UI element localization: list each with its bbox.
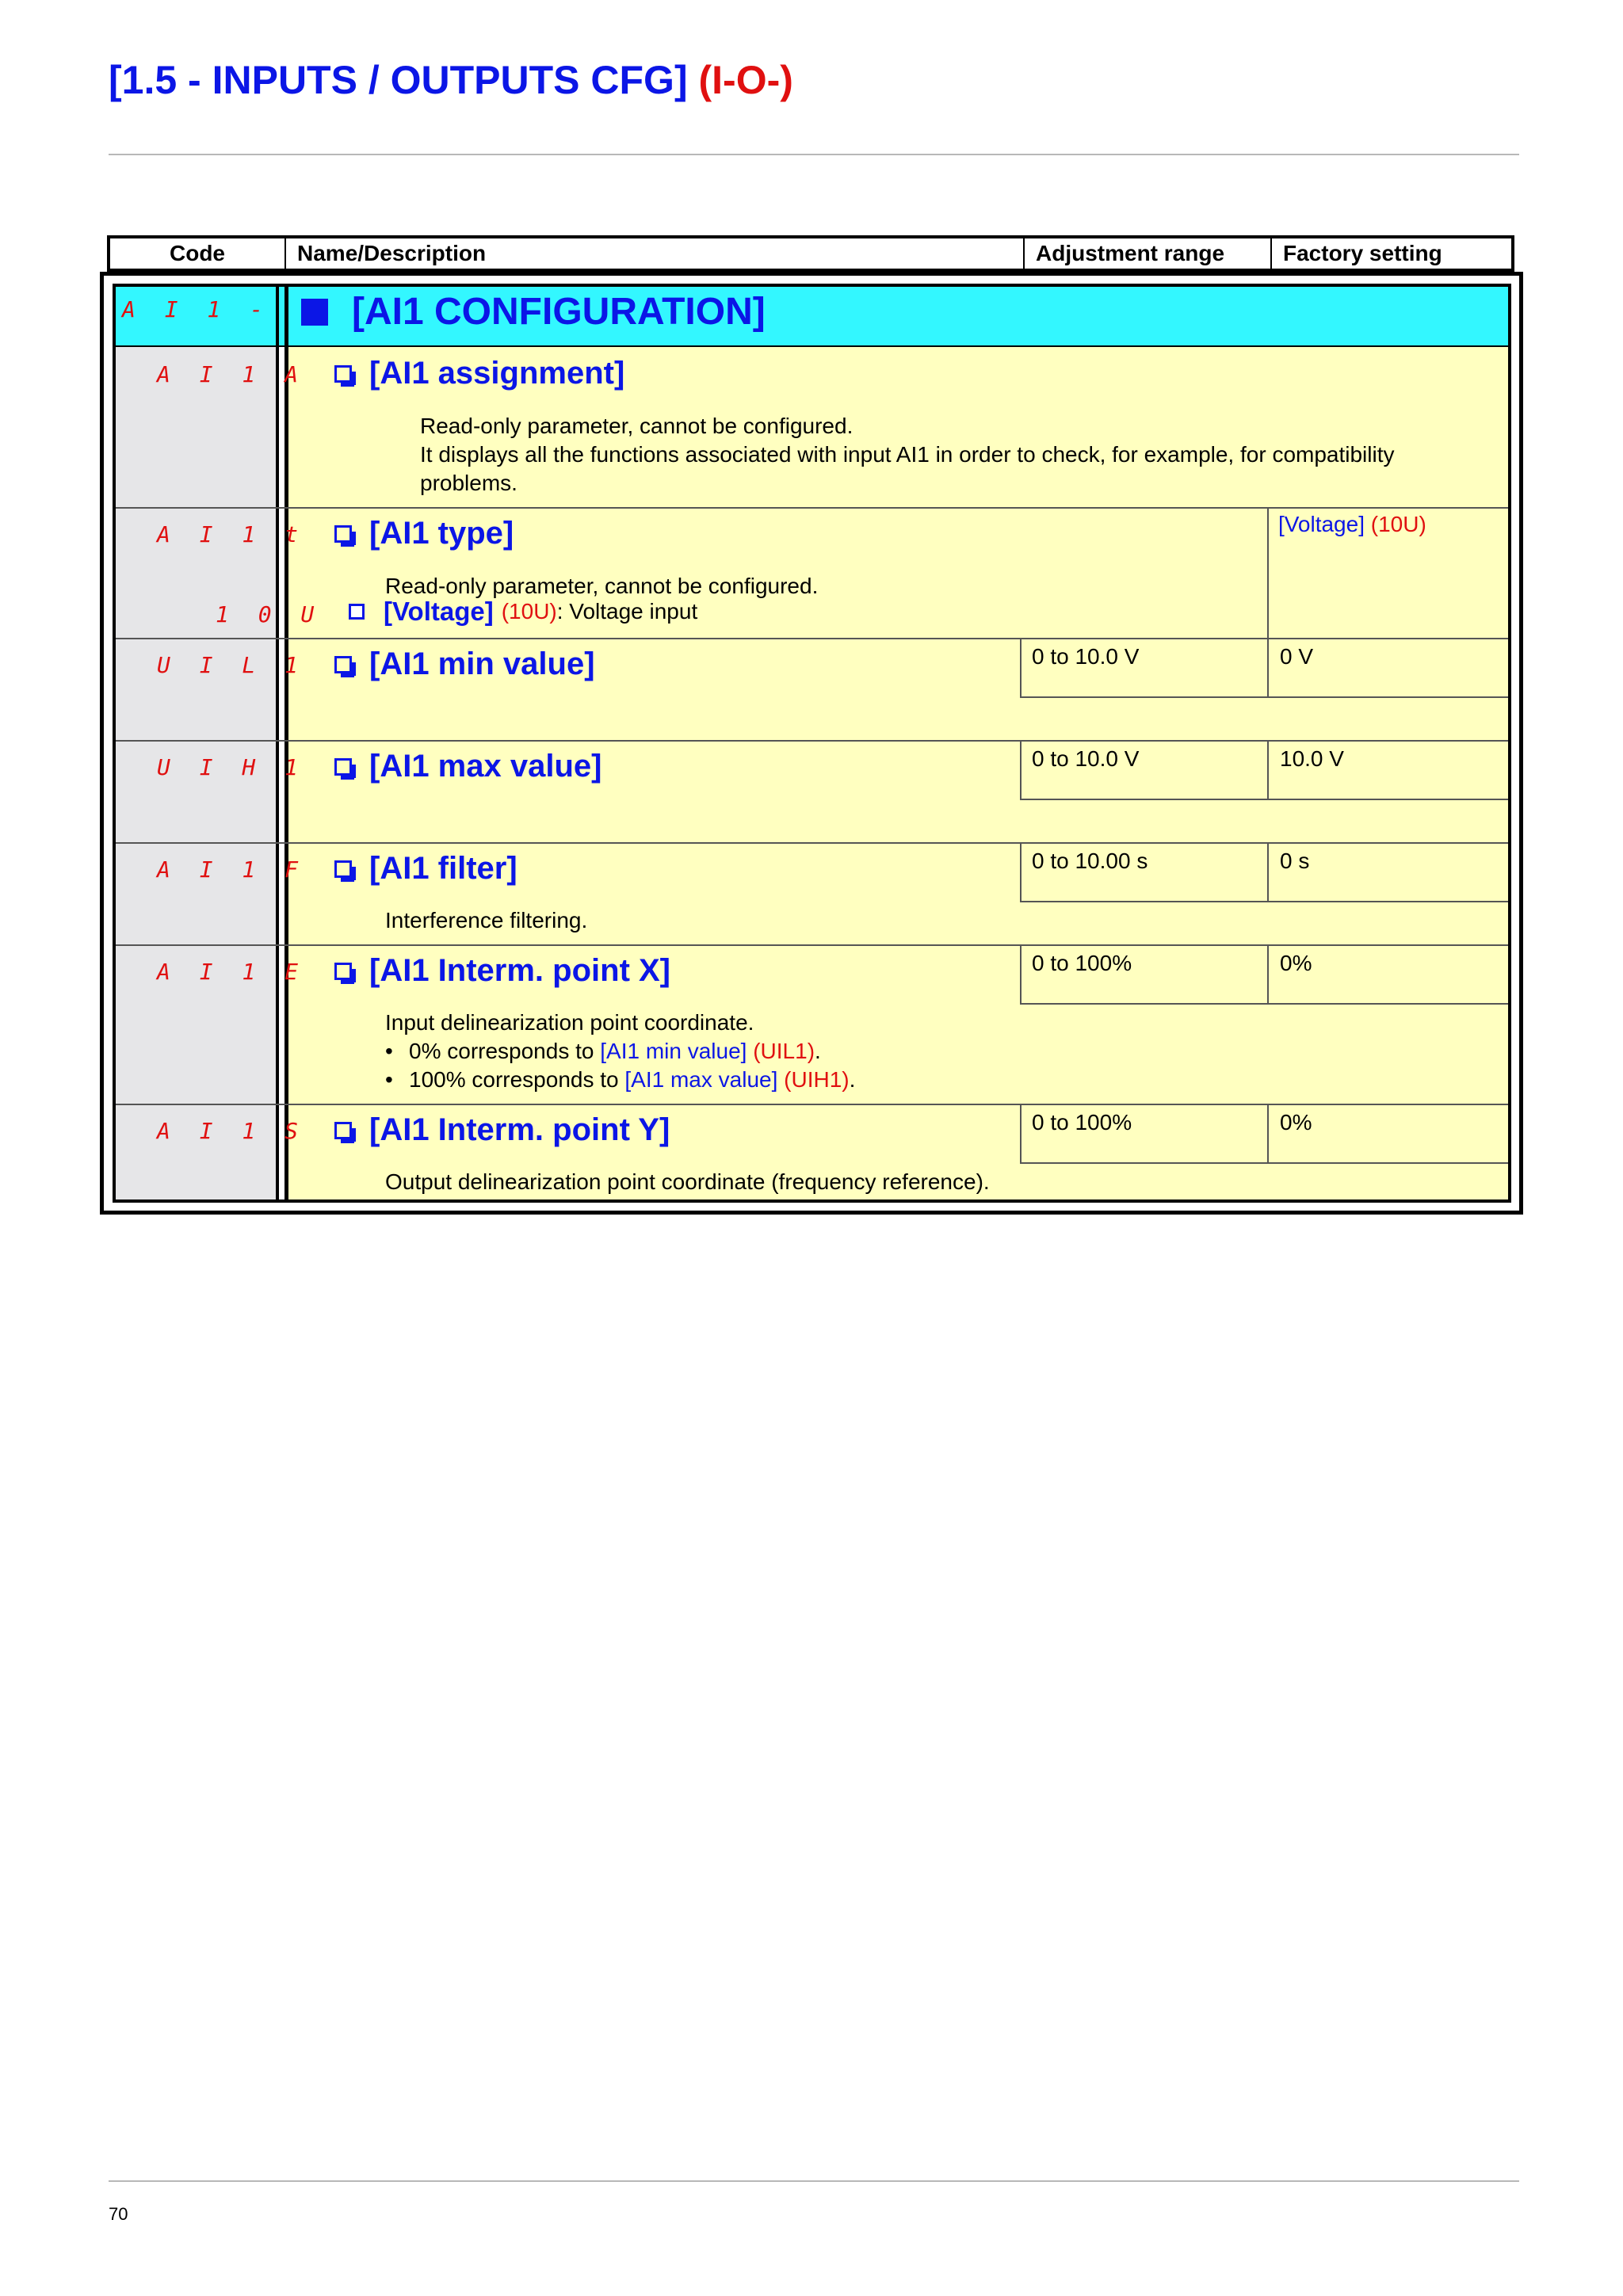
param-link: [AI1 max value] — [624, 1067, 778, 1092]
option-code-voltage: 1 0 U — [216, 601, 323, 627]
desc-line: Input delinearization point coordinate. — [385, 1010, 754, 1035]
shadow-box-icon — [334, 1122, 352, 1139]
adjustment-range: 0 to 100% — [1022, 946, 1269, 1003]
param-code-assignment: A I 1 A — [157, 361, 307, 387]
factory-setting-type — [1278, 512, 1426, 537]
shadow-box-icon — [334, 963, 352, 980]
param-title-text: [AI1 Interm. point Y] — [369, 1112, 670, 1147]
section-title-text: [AI1 CONFIGURATION] — [352, 291, 766, 333]
factory-label: [Voltage] — [1278, 512, 1365, 536]
page-title — [109, 57, 793, 103]
section-title — [301, 290, 766, 334]
param-title-text: [AI1 assignment] — [369, 356, 625, 391]
bullet-text: 0% corresponds to — [409, 1039, 601, 1063]
table-header — [107, 235, 1514, 272]
param-desc-assignment — [420, 412, 1395, 498]
shadow-box-icon — [334, 656, 352, 673]
bottom-rule — [109, 2180, 1519, 2182]
shadow-box-icon — [334, 758, 352, 776]
factory-setting: 0 V — [1280, 644, 1314, 669]
range-box-interm-y — [1020, 1104, 1508, 1164]
param-code-filter: A I 1 F — [157, 856, 307, 883]
param-title-interm-y — [334, 1112, 670, 1148]
factory-code: (10U) — [1370, 512, 1426, 536]
param-desc-interm-x — [385, 1009, 855, 1094]
punctuation: . — [815, 1039, 821, 1063]
param-title-text: [AI1 min value] — [369, 646, 595, 681]
punctuation: . — [849, 1067, 856, 1092]
bullet-item — [385, 1066, 855, 1094]
section-code: A I 1 - — [122, 296, 272, 322]
desc-line: problems. — [420, 471, 517, 495]
shadow-box-icon — [334, 860, 352, 878]
range-box-interm-x — [1020, 944, 1508, 1005]
option-text: : Voltage input — [556, 599, 698, 624]
param-code-ref: (UIH1) — [784, 1067, 850, 1092]
param-desc-type: Read-only parameter, cannot be configured. — [385, 574, 819, 598]
factory-setting: 0% — [1280, 951, 1312, 975]
adjustment-range: 0 to 100% — [1022, 1105, 1269, 1162]
factory-setting: 0 s — [1280, 849, 1310, 873]
param-desc-interm-y: Output delinearization point coordinate (frequency reference). — [385, 1169, 990, 1194]
range-box-min — [1020, 638, 1508, 698]
param-title-filter — [334, 851, 517, 887]
adjustment-range: 0 to 10.00 s — [1022, 844, 1269, 901]
option-label: [Voltage] — [384, 597, 494, 626]
param-code-ref: (UIL1) — [753, 1039, 815, 1063]
param-title-type — [334, 516, 514, 551]
factory-setting: 0% — [1280, 1110, 1312, 1135]
param-title-text: [AI1 max value] — [369, 749, 602, 784]
adjustment-range: 0 to 10.0 V — [1022, 742, 1269, 799]
param-title-min — [334, 646, 595, 682]
option-code: (10U) — [501, 599, 557, 624]
option-box-icon — [349, 604, 365, 620]
header-name: Name/Description — [286, 238, 1025, 269]
range-box-filter — [1020, 842, 1508, 902]
param-code-min: U I L 1 — [157, 652, 307, 678]
adjustment-range: 0 to 10.0 V — [1022, 639, 1269, 696]
page-title-code: (I-O-) — [698, 58, 793, 102]
desc-line: Read-only parameter, cannot be configured. — [420, 414, 854, 438]
filled-square-icon — [301, 299, 328, 326]
param-title-text: [AI1 Interm. point X] — [369, 953, 670, 988]
page-number: 70 — [109, 2204, 128, 2224]
param-code-max: U I H 1 — [157, 754, 307, 780]
param-code-type: A I 1 t — [157, 521, 307, 547]
page-title-main: [1.5 - INPUTS / OUTPUTS CFG] — [109, 58, 688, 102]
param-title-assignment — [334, 356, 624, 391]
shadow-box-icon — [334, 365, 352, 383]
param-link: [AI1 min value] — [600, 1039, 747, 1063]
desc-line: It displays all the functions associated with input AI1 in order to check, for example, for compatibility — [420, 442, 1395, 467]
bullet-icon: • — [385, 1067, 393, 1092]
range-box-max — [1020, 740, 1508, 800]
param-title-text: [AI1 filter] — [369, 851, 517, 886]
param-code-interm-y: A I 1 S — [157, 1118, 307, 1144]
param-code-interm-x: A I 1 E — [157, 959, 307, 985]
bullet-item — [385, 1037, 855, 1066]
range-divider — [1267, 508, 1269, 639]
shadow-box-icon — [334, 525, 352, 543]
param-title-max — [334, 749, 601, 784]
bullet-text: 100% corresponds to — [409, 1067, 625, 1092]
param-title-text: [AI1 type] — [369, 516, 514, 551]
param-title-interm-x — [334, 953, 670, 989]
top-rule — [109, 154, 1519, 155]
header-factory: Factory setting — [1283, 241, 1442, 265]
header-range: Adjustment range — [1025, 238, 1272, 269]
factory-setting: 10.0 V — [1280, 746, 1344, 771]
option-voltage — [349, 597, 697, 627]
header-code: Code — [110, 238, 286, 269]
row-separator — [116, 507, 1508, 509]
bullet-icon: • — [385, 1039, 393, 1063]
param-desc-filter: Interference filtering. — [385, 908, 588, 933]
